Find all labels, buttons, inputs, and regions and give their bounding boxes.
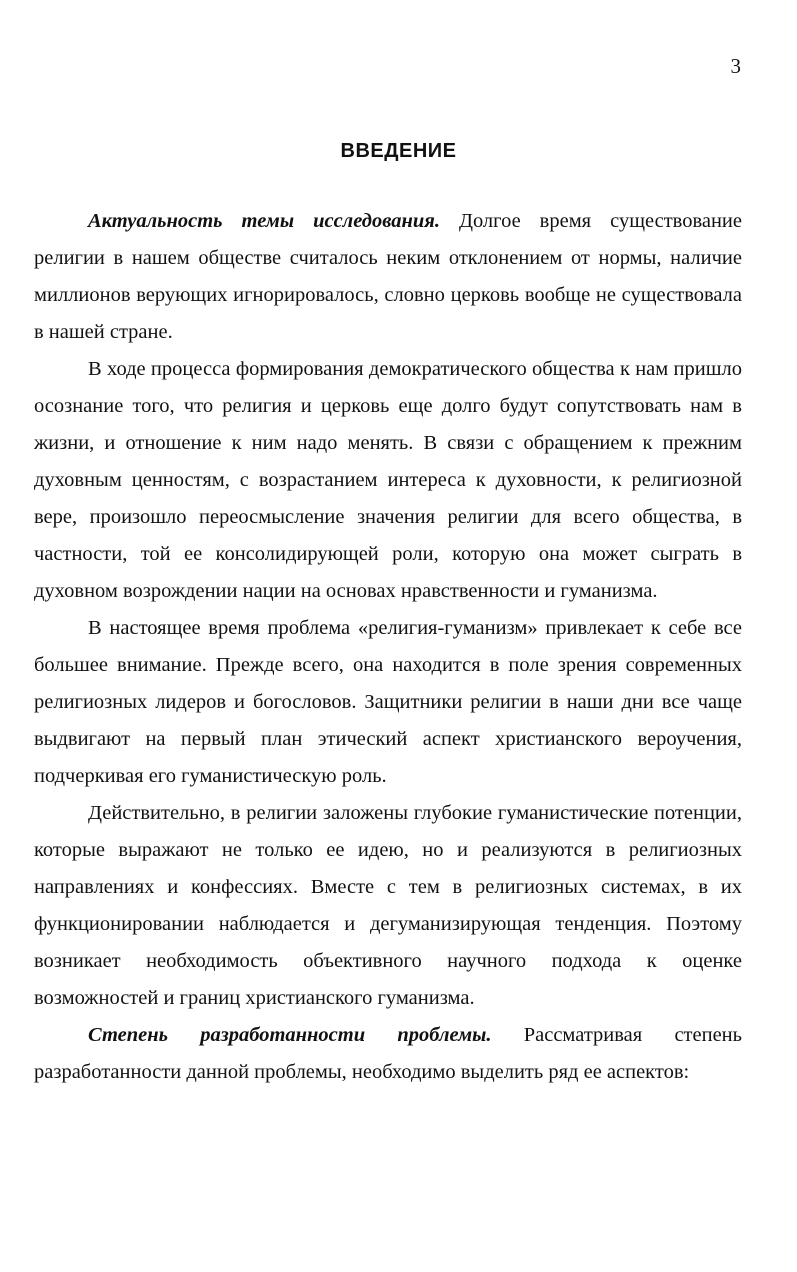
paragraph-democratic-society (34, 351, 742, 610)
paragraph-text: Долгое время существование религии в нашем обществе считалось неким отклонением от нормы, наличие миллионов верующих игнорировалось, словно церковь вообще не существовала в нашей стране. (34, 210, 742, 343)
paragraph-religion-humanism (34, 610, 742, 795)
paragraph-text: Действительно, в религии заложены глубокие гуманистические потенции, которые выражают не только ее идею, но и реализуются в религиозных направлениях и конфессиях. Вместе с тем в религиозных системах, в их функционировании наблюдается и дегуманизирующая тенденция. Поэтому возникает необходимость объективного научного подхода к оценке возможностей и границ христианского гуманизма. (34, 802, 742, 1009)
body-text (34, 203, 742, 1091)
paragraph-humanistic-potential (34, 795, 742, 1017)
paragraph-text: В ходе процесса формирования демократического общества к нам пришло осознание того, что религия и церковь еще долго будут сопутствовать нам в жизни, и отношение к ним надо менять. В связи с обращением к прежним духовным ценностям, с возрастанием интереса к духовности, к религиозной вере, произошло переосмысление значения религии для всего общества, в частности, той ее консолидирующей роли, которую она может сыграть в духовном возрождении нации на основах нравственности и гуманизма. (34, 358, 742, 602)
page-number: 3 (730, 54, 741, 78)
page-title: ВВЕДЕНИЕ (340, 140, 457, 162)
paragraph-lead-degree: Степень разработанности проблемы. (88, 1024, 492, 1046)
paragraph-text: В настоящее время проблема «религия-гуманизм» привлекает к себе все большее внимание. Прежде всего, она находится в поле зрения современных религиозных лидеров и богословов. Защитники религии в наши дни все чаще выдвигают на первый план этический аспект христианского вероучения, подчеркивая его гуманистическую роль. (34, 617, 742, 787)
paragraph-lead-relevance: Актуальность темы исследования. (88, 210, 440, 232)
paragraph-text: Рассматривая степень разработанности данной проблемы, необходимо выделить ряд ее аспектов: (34, 1024, 742, 1083)
paragraph-relevance (34, 203, 742, 351)
paragraph-degree-of-development (34, 1017, 742, 1091)
